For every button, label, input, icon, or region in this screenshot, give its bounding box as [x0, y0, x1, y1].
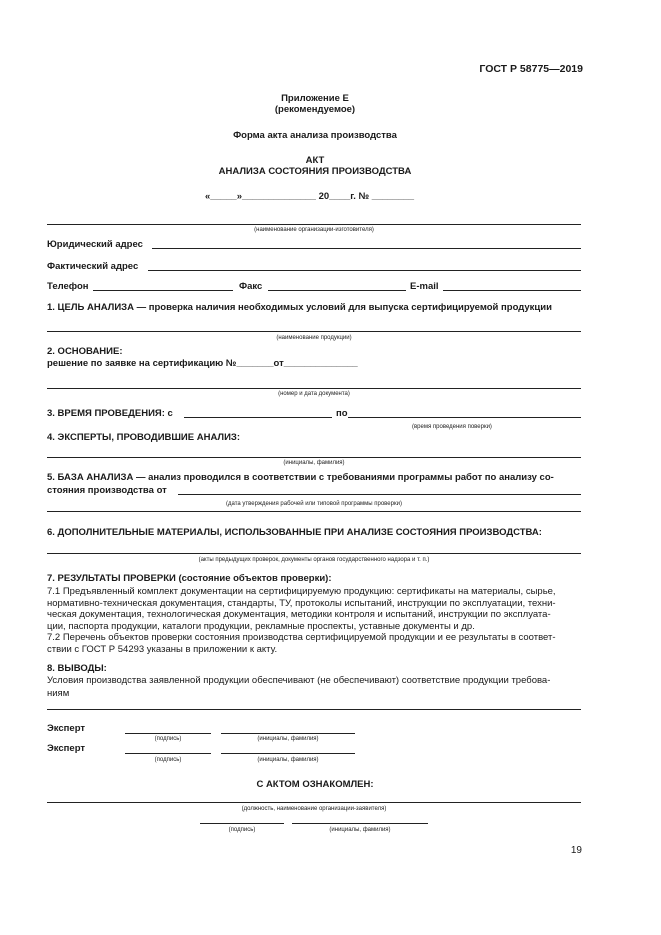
- acknowledged-org-line: [47, 802, 581, 803]
- acknowledged-name-line: [292, 823, 428, 824]
- section-7-line: ствии с ГОСТ Р 54293 указаны в приложении к акту.: [47, 643, 278, 655]
- expert-label-2: Эксперт: [47, 743, 86, 754]
- section-7-heading: 7. РЕЗУЛЬТАТЫ ПРОВЕРКИ (состояние объектов проверки):: [47, 573, 332, 584]
- fax-label: Факс: [239, 281, 263, 292]
- section-5-heading-line-1: 5. БАЗА АНАЛИЗА — анализ проводился в соответствии с требованиями программы работ по анализу со-: [47, 472, 554, 483]
- standard-number: ГОСТ Р 58775—2019: [479, 63, 583, 75]
- email-label: E-mail: [410, 281, 439, 292]
- section-7-line: нормативно-техническая документация, стандарты, ТУ, протоколы испытаний, инструкции по эксплуатации, техни-: [47, 597, 556, 609]
- phone-line: [93, 290, 233, 291]
- act-title: АКТ: [305, 155, 325, 166]
- phone-label: Телефон: [47, 281, 89, 292]
- act-subtitle: АНАЛИЗА СОСТОЯНИЯ ПРОИЗВОДСТВА: [218, 166, 412, 177]
- section-4-line: [47, 457, 581, 458]
- section-3-heading: 3. ВРЕМЯ ПРОВЕДЕНИЯ: с: [47, 408, 173, 419]
- expert-label-1: Эксперт: [47, 723, 86, 734]
- section-5-heading-line-2: стояния производства от: [47, 485, 167, 496]
- form-title: Форма акта анализа производства: [233, 130, 397, 141]
- section-5-line: [47, 511, 581, 512]
- section-3-to-label: по: [336, 408, 348, 419]
- section-8-heading: 8. ВЫВОДЫ:: [47, 663, 107, 674]
- section-6-caption: (акты предыдущих проверок, документы органов государственного надзора и т. п.): [198, 557, 430, 563]
- section-1-line: [47, 331, 581, 332]
- acknowledged-signature-line: [200, 823, 284, 824]
- acknowledged-heading: С АКТОМ ОЗНАКОМЛЕН:: [256, 779, 374, 790]
- expert-2-name-caption: (инициалы, фамилия): [257, 757, 319, 763]
- expert-1-name-line: [221, 733, 355, 734]
- acknowledged-name-caption: (инициалы, фамилия): [329, 827, 391, 833]
- date-number-line: «_____»______________ 20____г. № ________: [205, 191, 415, 202]
- expert-1-signature-line: [125, 733, 211, 734]
- org-name-caption: (наименование организации-изготовителя): [254, 227, 374, 233]
- section-8-line-1: Условия производства заявленной продукции обеспечивают (не обеспечивают) соответствие продукции требова-: [47, 675, 551, 686]
- appendix-subtitle: (рекомендуемое): [274, 104, 356, 115]
- section-8-line: [47, 709, 581, 710]
- section-1-caption: (наименование продукции): [276, 335, 352, 341]
- section-2-caption: (номер и дата документа): [278, 391, 350, 397]
- fax-line: [268, 290, 406, 291]
- section-6-heading: 6. ДОПОЛНИТЕЛЬНЫЕ МАТЕРИАЛЫ, ИСПОЛЬЗОВАННЫЕ ПРИ АНАЛИЗЕ СОСТОЯНИЯ ПРОИЗВОДСТВА:: [47, 527, 542, 538]
- section-7-body: [47, 586, 581, 656]
- section-2-line: [47, 388, 581, 389]
- section-7-line: 7.2 Перечень объектов проверки состояния производства сертифицируемой продукции и ее результаты в соответ-: [47, 632, 556, 644]
- section-2-heading: 2. ОСНОВАНИЕ:: [47, 346, 123, 357]
- actual-address-label: Фактический адрес: [47, 261, 139, 272]
- section-7-line: ческая документация, технологическая документация, методики контроля и испытаний, инструкции по эксплуата-: [47, 609, 551, 621]
- org-name-line: [47, 224, 581, 225]
- appendix-title: Приложение Е: [281, 93, 349, 104]
- acknowledged-signature-caption: (подпись): [228, 827, 256, 833]
- acknowledged-org-caption: (должность, наименование организации-заявителя): [241, 806, 387, 812]
- expert-2-signature-caption: (подпись): [154, 757, 182, 763]
- email-line: [443, 290, 581, 291]
- legal-address-label: Юридический адрес: [47, 239, 143, 250]
- section-6-line: [47, 553, 581, 554]
- section-4-heading: 4. ЭКСПЕРТЫ, ПРОВОДИВШИЕ АНАЛИЗ:: [47, 432, 241, 443]
- page-number: 19: [570, 845, 582, 856]
- expert-1-signature-caption: (подпись): [154, 736, 182, 742]
- section-7-line: 7.1 Предъявленный комплект документации на сертифицируемую продукцию: сертификаты на материалы, сырье,: [47, 586, 556, 597]
- expert-2-signature-line: [125, 753, 211, 754]
- expert-1-name-caption: (инициалы, фамилия): [257, 736, 319, 742]
- expert-2-name-line: [221, 753, 355, 754]
- section-3-from-line: [184, 417, 332, 418]
- section-3-caption: (время проведения поверки): [412, 424, 492, 430]
- section-3-to-line: [348, 417, 581, 418]
- actual-address-line: [148, 270, 581, 271]
- section-1-heading: 1. ЦЕЛЬ АНАЛИЗА — проверка наличия необходимых условий для выпуска сертифицируемой продукции: [47, 302, 552, 313]
- section-5-caption: (дата утверждения рабочей или типовой программы проверки): [226, 501, 402, 507]
- section-5-date-line: [178, 494, 581, 495]
- section-4-caption: (инициалы, фамилия): [283, 460, 345, 466]
- section-2-text: решение по заявке на сертификацию №_______от______________: [47, 358, 358, 369]
- legal-address-line: [152, 248, 581, 249]
- section-8-line-2: ниям: [47, 688, 70, 699]
- section-7-line: ции, паспорта продукции, каталоги продукции, рекламные проспекты, уставные документы и др.: [47, 620, 475, 632]
